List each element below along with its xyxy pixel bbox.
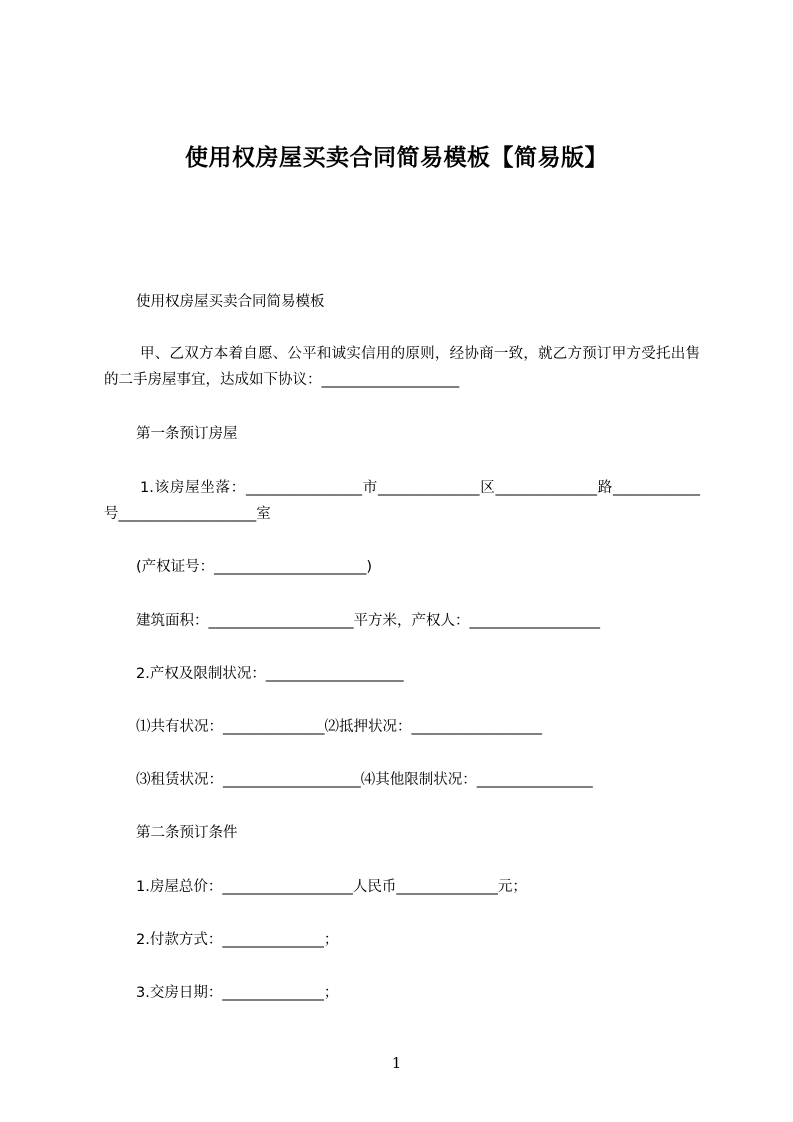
house-location-clause: 1.该房屋坐落：________________市______________区______________路____________号___________________室 — [104, 480, 700, 522]
total-price-line: 1.房屋总价：__________________人民币______________元； — [136, 879, 527, 895]
property-certificate-line: (产权证号：_____________________) — [136, 559, 373, 575]
rights-status-line: 2.产权及限制状况：___________________ — [136, 666, 404, 682]
delivery-date-line: 3.交房日期：______________； — [136, 985, 339, 1001]
document-title: 使用权房屋买卖合同简易模板【简易版】 — [185, 145, 608, 171]
lease-other-line: ⑶租赁状况：___________________⑷其他限制状况：________________ — [136, 772, 593, 788]
intro-paragraph: 甲、乙双方本着自愿、公平和诚实信用的原则，经协商一致，就乙方预订甲方受托出售的二手房屋事宜，达成如下协议：___________________ — [104, 346, 700, 388]
document-subtitle: 使用权房屋买卖合同简易模板 — [136, 294, 325, 310]
article-2-heading: 第二条预订条件 — [136, 825, 238, 841]
area-owner-line: 建筑面积：____________________平方米，产权人：__________________ — [136, 613, 600, 629]
joint-mortgage-line: ⑴共有状况：______________⑵抵押状况：__________________ — [136, 719, 542, 735]
page-number: 1 — [391, 1054, 402, 1072]
payment-method-line: 2.付款方式：______________； — [136, 932, 339, 948]
article-1-heading: 第一条预订房屋 — [136, 426, 238, 442]
